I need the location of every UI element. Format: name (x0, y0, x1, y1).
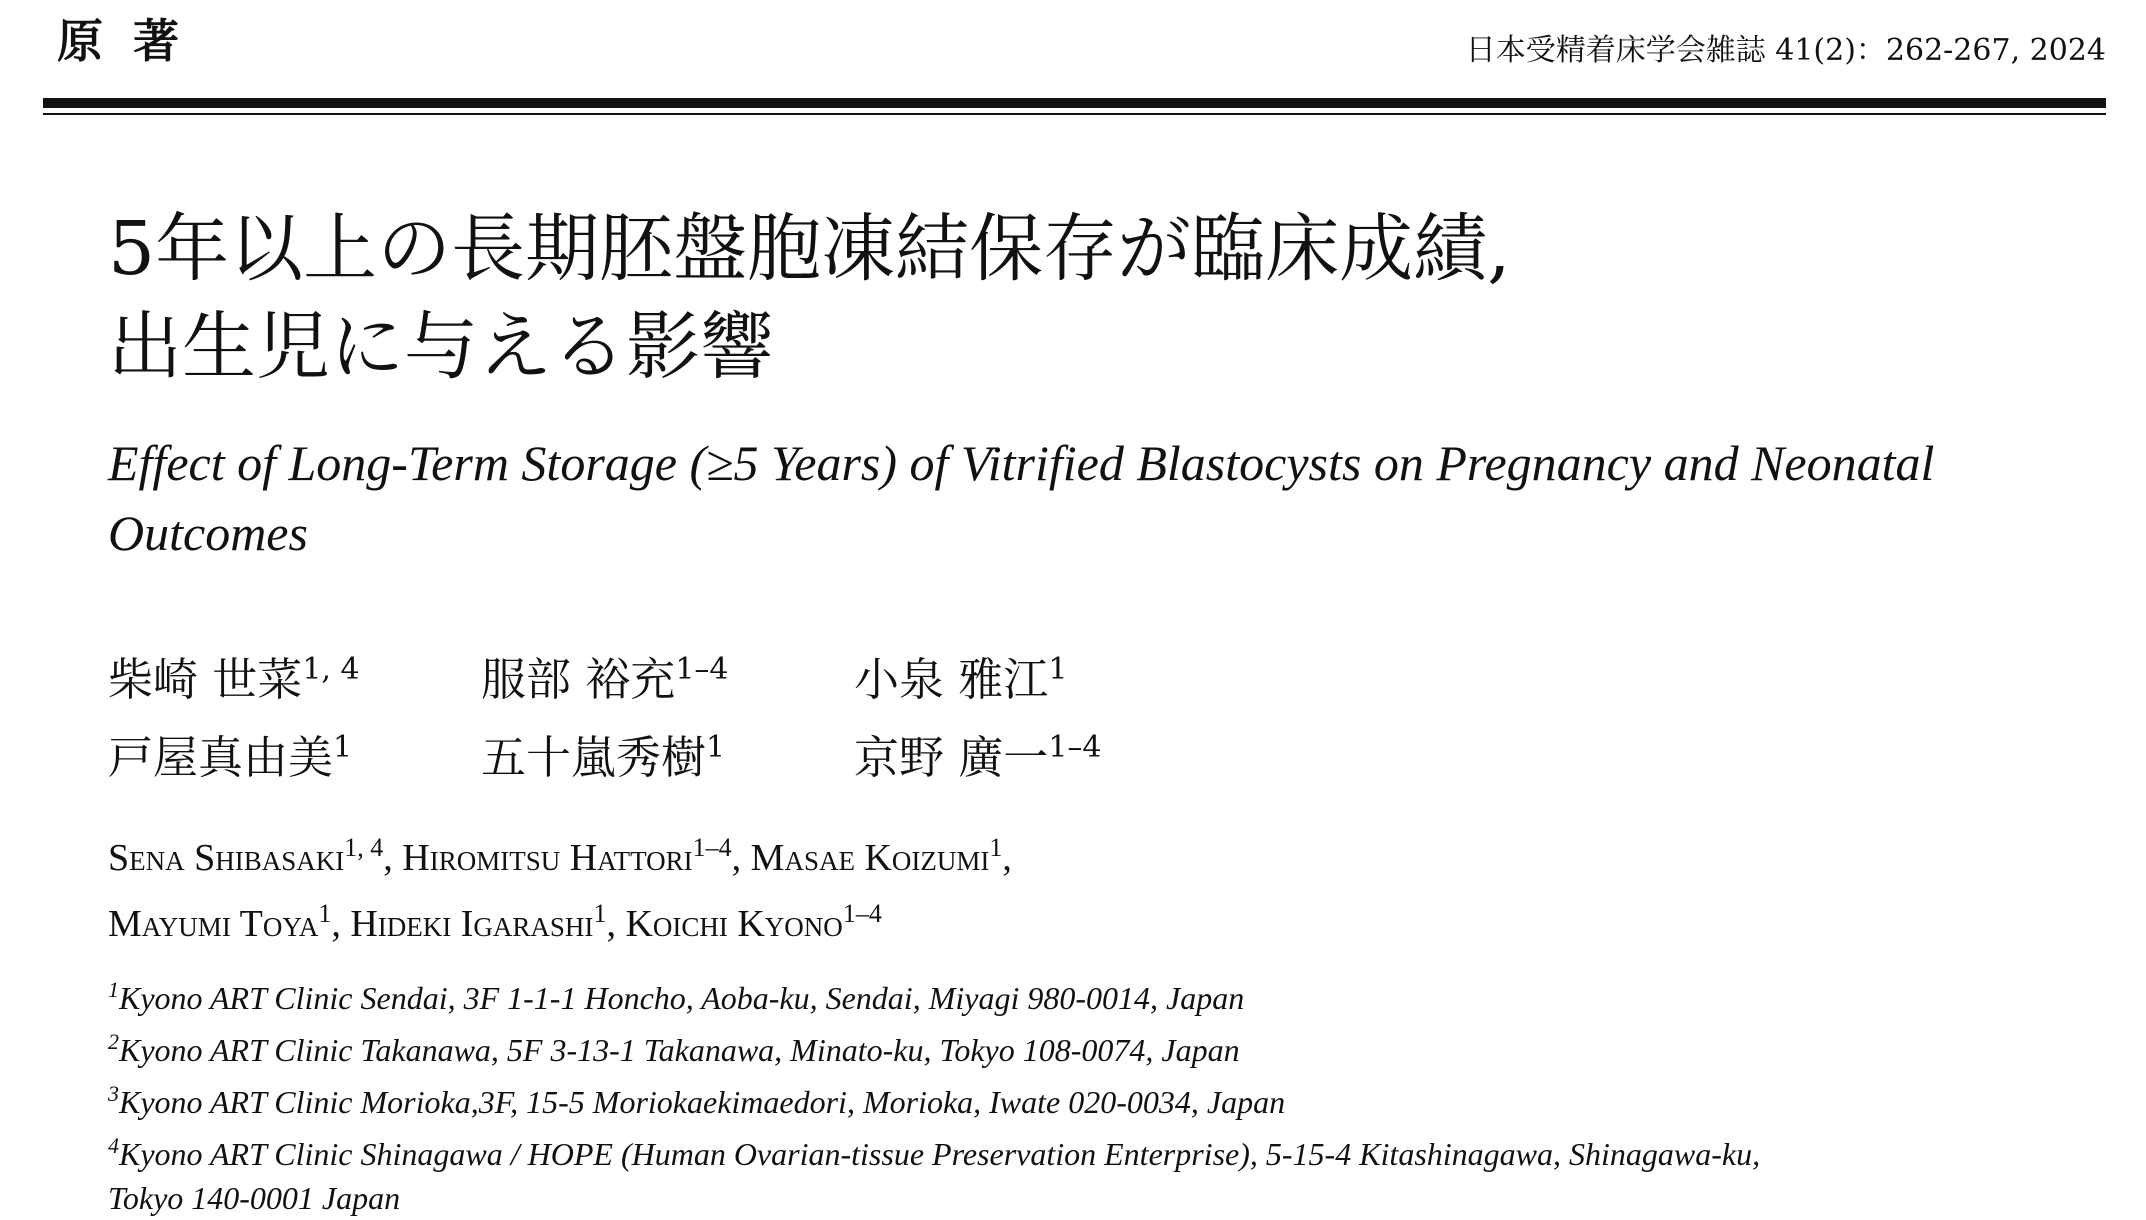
japanese-author (481, 714, 854, 792)
japanese-author (108, 714, 481, 792)
japanese-author (854, 714, 1227, 792)
japanese-author (108, 636, 481, 714)
affiliation-marker: 1–4 (692, 833, 732, 862)
author-name: Hiromitsu Hattori (402, 837, 693, 879)
affiliation-marker: 1, 4 (344, 833, 384, 862)
affiliation-number: 3 (108, 1081, 119, 1106)
author-name: 小泉 雅江 (854, 653, 1049, 706)
affiliation (108, 1020, 2118, 1072)
author-name: Mayumi Toya (108, 903, 319, 945)
affiliation-number: 1 (108, 977, 119, 1002)
affiliation-marker: 1 (706, 730, 726, 765)
author-separator: , (383, 837, 403, 879)
japanese-author-list (108, 636, 1227, 792)
japanese-author-row (108, 714, 1227, 792)
affiliation-marker: 1 (1048, 652, 1068, 687)
affiliation (108, 968, 2118, 1020)
affiliation-number: 4 (108, 1133, 119, 1158)
affiliation-marker: 1 (333, 730, 353, 765)
author-name: 五十嵐秀樹 (481, 731, 707, 784)
affiliation-marker: 1–4 (675, 652, 729, 687)
affiliation-marker: 1 (318, 899, 332, 928)
english-author-list (108, 820, 1012, 952)
author-name: Masae Koizumi (750, 837, 990, 879)
author-separator: , (331, 903, 351, 945)
affiliation-text: Kyono ART Clinic Morioka,3F, 15-5 Moriokaekimaedori, Morioka, Iwate 020-0034, Japan (119, 1084, 1286, 1120)
english-title: Effect of Long-Term Storage (≥5 Years) of Vitrified Blastocysts on Pregnancy and Neonatal Outcomes (108, 435, 1935, 561)
affiliation-number: 2 (108, 1029, 119, 1054)
affiliation-marker: 1 (593, 899, 607, 928)
affiliation-continuation: Tokyo 140-0001 Japan (108, 1180, 401, 1216)
affiliation-text: Kyono ART Clinic Sendai, 3F 1-1-1 Honcho, Aoba-ku, Sendai, Miyagi 980-0014, Japan (119, 980, 1245, 1016)
article-type-label: 原著 (57, 14, 209, 68)
journal-citation: 日本受精着床学会雑誌 41(2)：262-267, 2024 (1465, 33, 2106, 68)
author-name: Koichi Kyono (625, 903, 843, 945)
affiliation-text: Kyono ART Clinic Shinagawa / HOPE (Human Ovarian-tissue Preservation Enterprise), 5-15-4 Kitashinagawa, Shinagawa-ku, (119, 1136, 1761, 1172)
author-name: 服部 裕充 (481, 653, 676, 706)
affiliation-list (108, 968, 2118, 1220)
affiliation-marker: 1–4 (842, 899, 882, 928)
author-name: 戸屋真由美 (108, 731, 334, 784)
header-rule-thin (43, 113, 2106, 115)
japanese-author-row (108, 636, 1227, 714)
author-name: Sena Shibasaki (108, 837, 345, 879)
author-name: 京野 廣一 (854, 731, 1049, 784)
affiliation-text: Kyono ART Clinic Takanawa, 5F 3-13-1 Takanawa, Minato-ku, Tokyo 108-0074, Japan (119, 1032, 1240, 1068)
english-author-row (108, 886, 1012, 952)
japanese-title-line-1: 5年以上の長期胚盤胞凍結保存が臨床成績, (108, 206, 1511, 292)
author-name: 柴崎 世菜 (108, 653, 303, 706)
affiliation-marker: 1 (989, 833, 1003, 862)
author-separator: , (1002, 837, 1012, 879)
affiliation (108, 1072, 2118, 1124)
author-name: Hideki Igarashi (350, 903, 594, 945)
japanese-author (481, 636, 854, 714)
affiliation-marker: 1, 4 (302, 652, 360, 687)
affiliation-marker: 1–4 (1048, 730, 1102, 765)
english-author-row (108, 820, 1012, 886)
affiliation (108, 1124, 2118, 1176)
japanese-title-line-2: 出生児に与える影響 (108, 304, 774, 390)
author-separator: , (731, 837, 751, 879)
japanese-author (854, 636, 1227, 714)
header-rule-thick (43, 98, 2106, 108)
author-separator: , (606, 903, 626, 945)
japanese-title (108, 200, 2058, 396)
